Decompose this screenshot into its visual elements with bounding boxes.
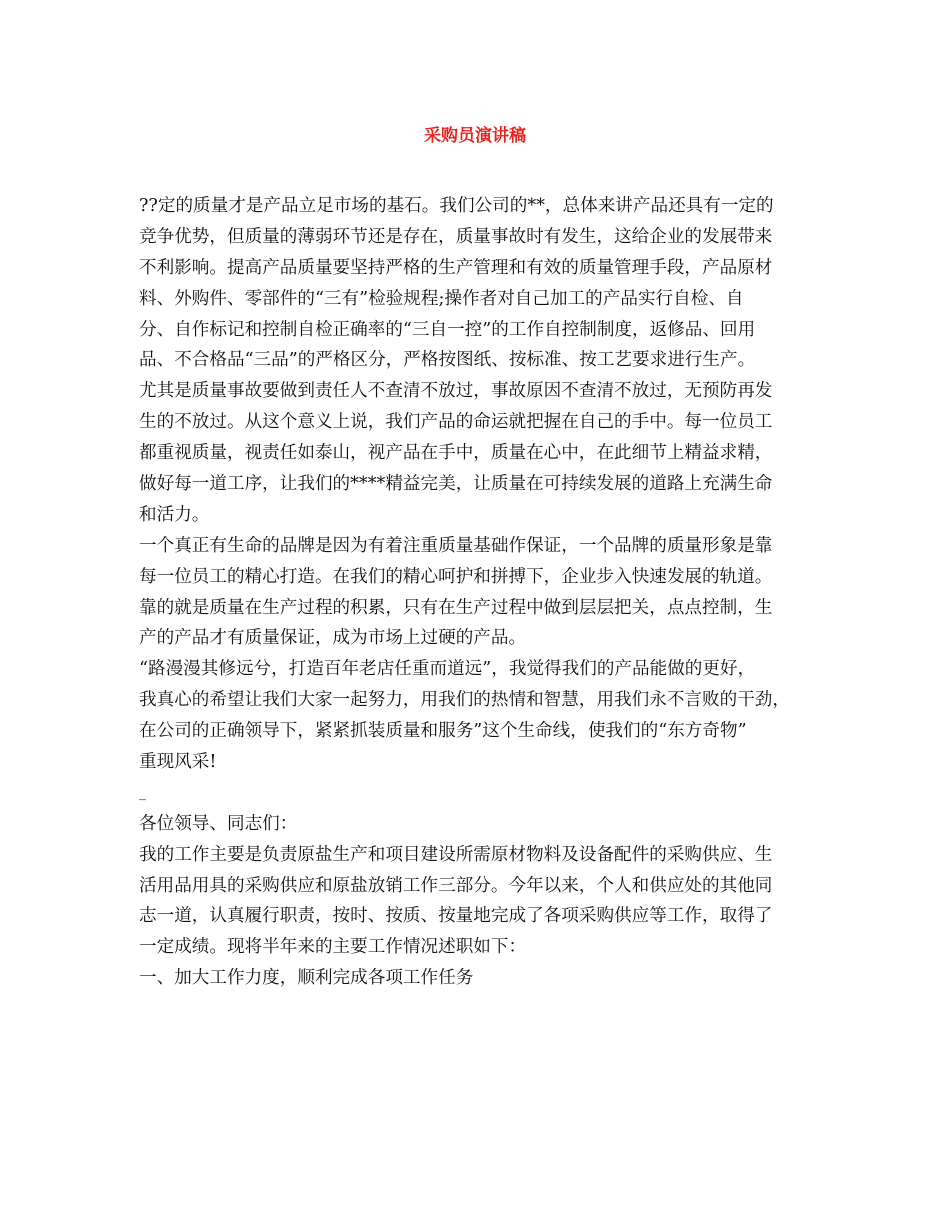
text-line: 我的工作主要是负责原盐生产和项目建设所需原材物料及设备配件的采购供应、生 <box>139 844 773 865</box>
text-line: 料、外购件、零部件的“三有”检验规程;操作者对自己加工的产品实行自检、自 <box>139 288 744 309</box>
text-line: 每一位员工的精心打造。在我们的精心呵护和拼搏下，企业步入快速发展的轨道。 <box>139 566 773 587</box>
text-line: 尤其是质量事故要做到责任人不查清不放过，事故原因不查清不放过，无预防再发 <box>139 381 773 402</box>
text-line: 产的产品才有质量保证，成为市场上过硬的产品。 <box>139 628 527 649</box>
text-line: 都重视质量，视责任如泰山，视产品在手中，质量在心中，在此细节上精益求精， <box>139 443 773 464</box>
text-line: 和活力。 <box>139 504 210 525</box>
text-line: 竞争优势，但质量的薄弱环节还是存在，质量事故时有发生，这给企业的发展带来 <box>139 226 773 247</box>
text-line: “路漫漫其修远兮，打造百年老店任重而道远”，我觉得我们的产品能做的更好， <box>139 659 756 680</box>
text-line: 不利影响。提高产品质量要坚持严格的生产管理和有效的质量管理手段，产品原材 <box>139 257 773 278</box>
document-body <box>139 191 819 994</box>
text-line: 分、自作标记和控制自检正确率的“三自一控”的工作自控制制度，返修品、回用 <box>139 319 756 340</box>
separator-mark: _ <box>139 784 146 801</box>
text-line: 重现风采! <box>139 752 217 773</box>
text-line: 一、加大工作力度，顺利完成各项工作任务 <box>139 968 474 989</box>
text-line: 生的不放过。从这个意义上说，我们产品的命运就把握在自己的手中。每一位员工 <box>139 412 773 433</box>
text-line: 我真心的希望让我们大家一起努力，用我们的热情和智慧，用我们永不言败的干劲， <box>139 690 790 711</box>
text-line: ??定的质量才是产品立足市场的基石。我们公司的**，总体来讲产品还具有一定的 <box>139 196 774 216</box>
text-line: 一个真正有生命的品牌是因为有着注重质量基础作保证，一个品牌的质量形象是靠 <box>139 535 773 556</box>
text-line: 一定成绩。现将半年来的主要工作情况述职如下： <box>139 937 527 958</box>
text-line: 做好每一道工序，让我们的****精益完美，让质量在可持续发展的道路上充满生命 <box>139 474 773 495</box>
text-line: 志一道，认真履行职责，按时、按质、按量地完成了各项采购供应等工作，取得了 <box>139 906 773 927</box>
text-line: 活用品用具的采购供应和原盐放销工作三部分。今年以来，个人和供应处的其他同 <box>139 875 773 896</box>
text-line: 各位领导、同志们： <box>139 813 298 834</box>
document-title: 采购员演讲稿 <box>424 126 526 146</box>
text-line: 品、不合格品“三品”的严格区分，严格按图纸、按标准、按工艺要求进行生产。 <box>139 350 756 371</box>
text-line: 靠的就是质量在生产过程的积累，只有在生产过程中做到层层把关，点点控制，生 <box>139 597 773 618</box>
text-line: 在公司的正确领导下，紧紧抓装质量和服务”这个生命线，使我们的“东方奇物” <box>139 721 747 742</box>
